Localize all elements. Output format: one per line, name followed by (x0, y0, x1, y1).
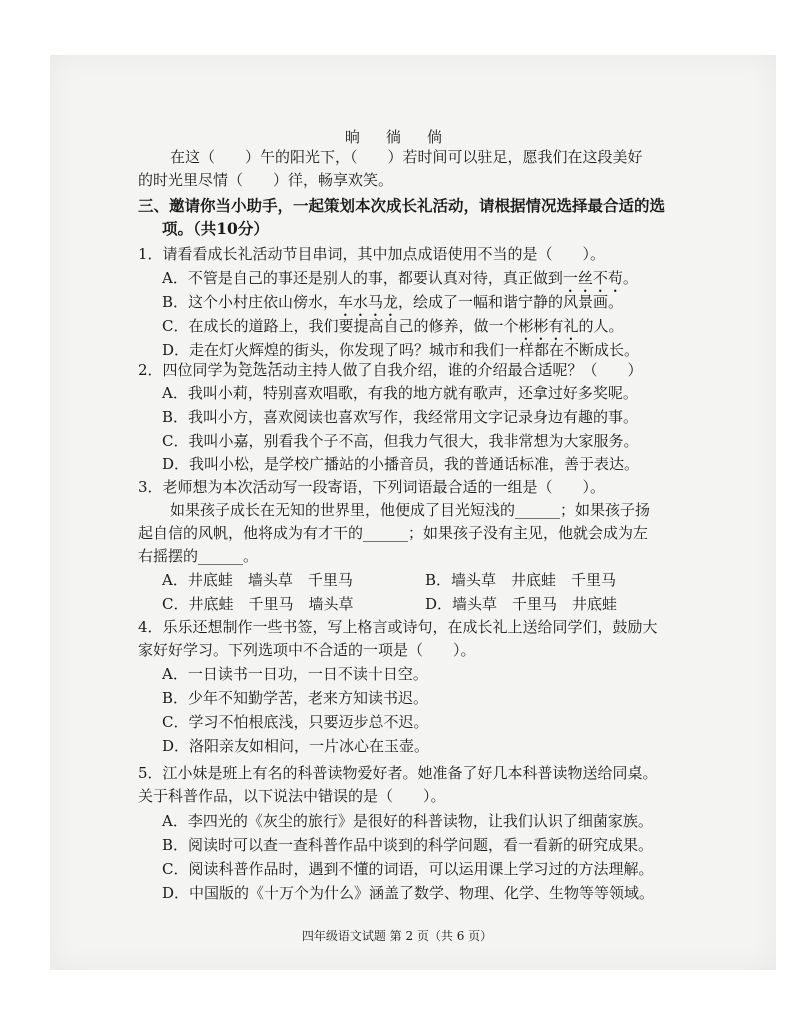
q4-option-b: B．少年不知勤学苦，老来方知读书迟。 (162, 689, 429, 707)
fill-line-1: 在这（ ）午的阳光下，（ ）若时间可以驻足，愿我们在这段美好 (170, 148, 643, 166)
q3-option-c: C．井底蛙 千里马 墙头草 (162, 595, 354, 613)
q2-option-b: B．我叫小方，喜欢阅读也喜欢写作，我经常用文字记录身边有趣的事。 (162, 408, 639, 426)
q2-option-d: D．我叫小松，是学校广播站的小播音员，我的普通话标准，善于表达。 (162, 455, 640, 473)
q4-stem-cont: 家好好学习。下列选项中不合适的一项是（ ）。 (138, 641, 476, 659)
q2-option-a: A．我叫小莉，特别喜欢唱歌，有我的地方就有歌声，还拿过好多奖呢。 (162, 384, 638, 402)
q3-passage-3: 右摇摆的______。 (138, 547, 259, 565)
q3-option-a: A．井底蛙 墙头草 千里马 (162, 571, 353, 589)
char-options (345, 126, 468, 147)
q5-option-a: A．李四光的《灰尘的旅行》是很好的科普读物，让我们认识了细菌家族。 (162, 812, 653, 830)
section-3-title-cont: 项。（共10分） (162, 219, 269, 238)
q3-passage-2: 起自信的风帆，他将成为有才干的______；如果孩子没有主见，他就会成为左 (138, 524, 649, 542)
q1-option-b: B．这个小村庄依山傍水，车水马龙，绘成了一幅和谐宁静的风景画。 (162, 293, 624, 311)
q4-stem: 4．乐乐还想制作一些书签，写上格言或诗句，在成长礼上送给同学们，鼓励大 (138, 618, 658, 636)
q3-passage-1: 如果孩子成长在无知的世界里，他便成了目光短浅的______；如果孩子扬 (170, 501, 651, 519)
q3-option-b: B．墙头草 井底蛙 千里马 (425, 571, 617, 589)
q1-stem: 1．请看看成长礼活动节目串词，其中加点成语使用不当的是（ ）。 (138, 245, 606, 263)
fill-line-2: 的时光里尽情（ ）徉，畅享欢笑。 (138, 171, 394, 189)
q5-option-c: C．阅读科普作品时，遇到不懂的词语，可以运用课上学习过的方法理解。 (162, 860, 654, 878)
q3-option-d: D．墙头草 千里马 井底蛙 (425, 595, 618, 613)
q4-option-d: D．洛阳亲友如相问，一片冰心在玉壶。 (162, 737, 430, 755)
q1-option-d: D．走在灯火辉煌的街头，你发现了吗？城市和我们一样都在不断成长。 (162, 341, 640, 359)
q5-option-b: B．阅读时可以查一查科普作品中谈到的科学问题，看一看新的研究成果。 (162, 836, 654, 854)
q5-stem-cont: 关于科普作品，以下说法中错误的是（ ）。 (138, 787, 446, 805)
char-3: 倘 (427, 128, 443, 146)
q3-stem: 3．老师想为本次活动写一段寄语，下列词语最合适的一组是（ ）。 (138, 478, 606, 496)
q4-option-c: C．学习不怕根底浅，只要迈步总不迟。 (162, 713, 429, 731)
q2-option-c: C．我叫小嘉，别看我个子不高，但我力气很大，我非常想为大家服务。 (162, 432, 639, 450)
q1-option-a: A．不管是自己的事还是别人的事，都要认真对待，真正做到一丝不苟。 (162, 269, 638, 287)
char-2: 徜 (386, 128, 402, 146)
page-footer: 四年级语文试题 第 2 页（共 6 页） (301, 929, 493, 943)
q5-option-d: D．中国版的《十万个为什么》涵盖了数学、物理、化学、生物等等领域。 (162, 884, 655, 902)
char-1: 晌 (345, 128, 361, 146)
q1-option-c: C．在成长的道路上，我们要提高自己的修养，做一个彬彬有礼的人。 (162, 317, 624, 335)
q4-option-a: A．一日读书一日功，一日不读十日空。 (162, 665, 428, 683)
section-3-title: 三、邀请你当小助手，一起策划本次成长礼活动，请根据情况选择最合适的选 (138, 196, 666, 215)
q5-stem: 5．江小妹是班上有名的科普读物爱好者。她准备了好几本科普读物送给同桌。 (138, 764, 658, 782)
q2-stem: 2．四位同学为竞选活动主持人做了自我介绍，谁的介绍最合适呢？（ ） (138, 361, 643, 379)
